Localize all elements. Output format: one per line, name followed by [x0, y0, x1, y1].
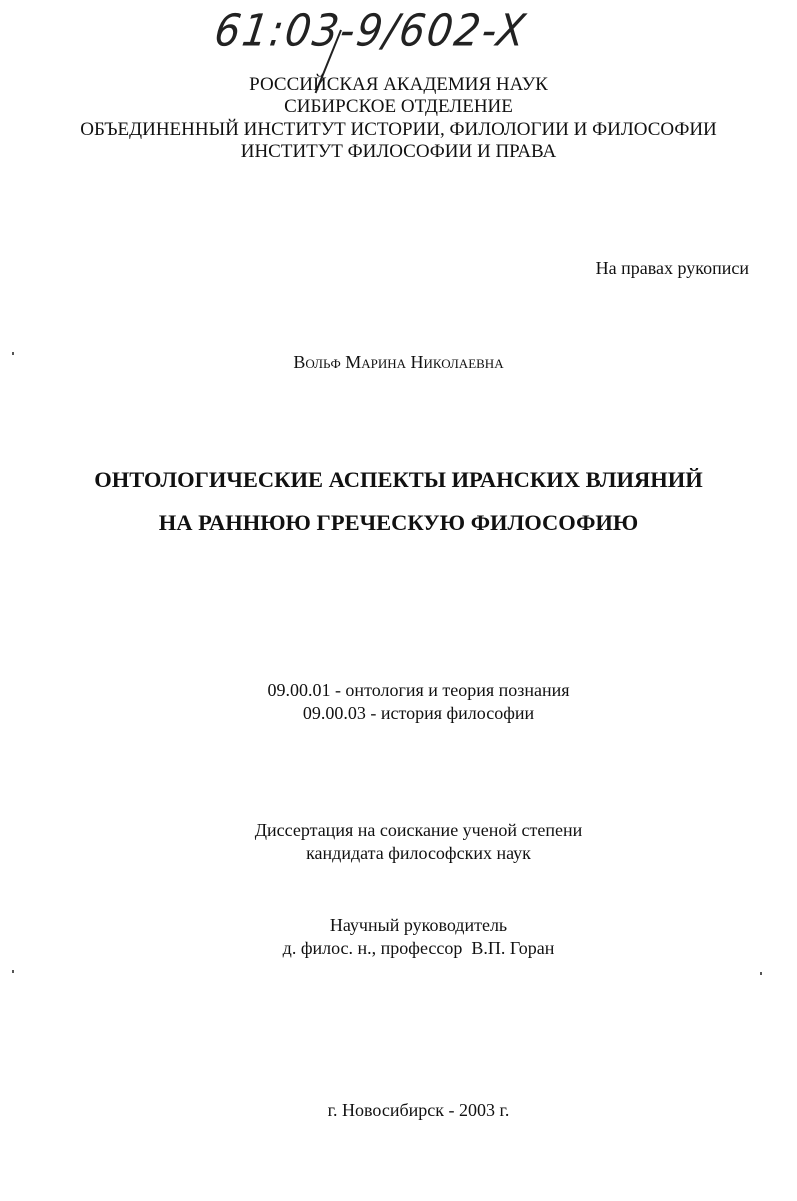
- handwritten-catalog-code: 61:03-9/602-X: [211, 5, 530, 57]
- title-line-1: ОНТОЛОГИЧЕСКИЕ АСПЕКТЫ ИРАНСКИХ ВЛИЯНИЙ: [94, 467, 703, 492]
- supervisor-label: Научный руководитель: [329, 915, 508, 935]
- header-line-academy: РОССИЙСКАЯ АКАДЕМИЯ НАУК: [249, 74, 548, 95]
- supervisor-value: д. филос. н., профессор В.П. Горан: [282, 938, 555, 958]
- specialty-2: 09.00.03 - история философии: [302, 703, 535, 723]
- scan-speck: [12, 970, 14, 973]
- title-line-2: НА РАННЮЮ ГРЕЧЕСКУЮ ФИЛОСОФИЮ: [158, 510, 639, 535]
- scan-speck: [12, 352, 14, 355]
- specialty-1: 09.00.01 - онтология и теория познания: [267, 680, 570, 700]
- scan-speck: [760, 972, 762, 975]
- manuscript-note: На правах рукописи: [595, 258, 749, 278]
- degree-line-2: кандидата философских наук: [306, 843, 531, 863]
- header-line-department: ИНСТИТУТ ФИЛОСОФИИ И ПРАВА: [240, 141, 557, 162]
- header-line-branch: СИБИРСКОЕ ОТДЕЛЕНИЕ: [284, 96, 513, 117]
- place-year: г. Новосибирск - 2003 г.: [327, 1100, 510, 1120]
- header-line-institute: ОБЪЕДИНЕННЫЙ ИНСТИТУТ ИСТОРИИ, ФИЛОЛОГИИ И ФИЛОСОФИИ: [80, 119, 717, 140]
- author-name: Вольф Марина Николаевна: [293, 352, 504, 372]
- degree-line-1: Диссертация на соискание ученой степени: [254, 820, 583, 840]
